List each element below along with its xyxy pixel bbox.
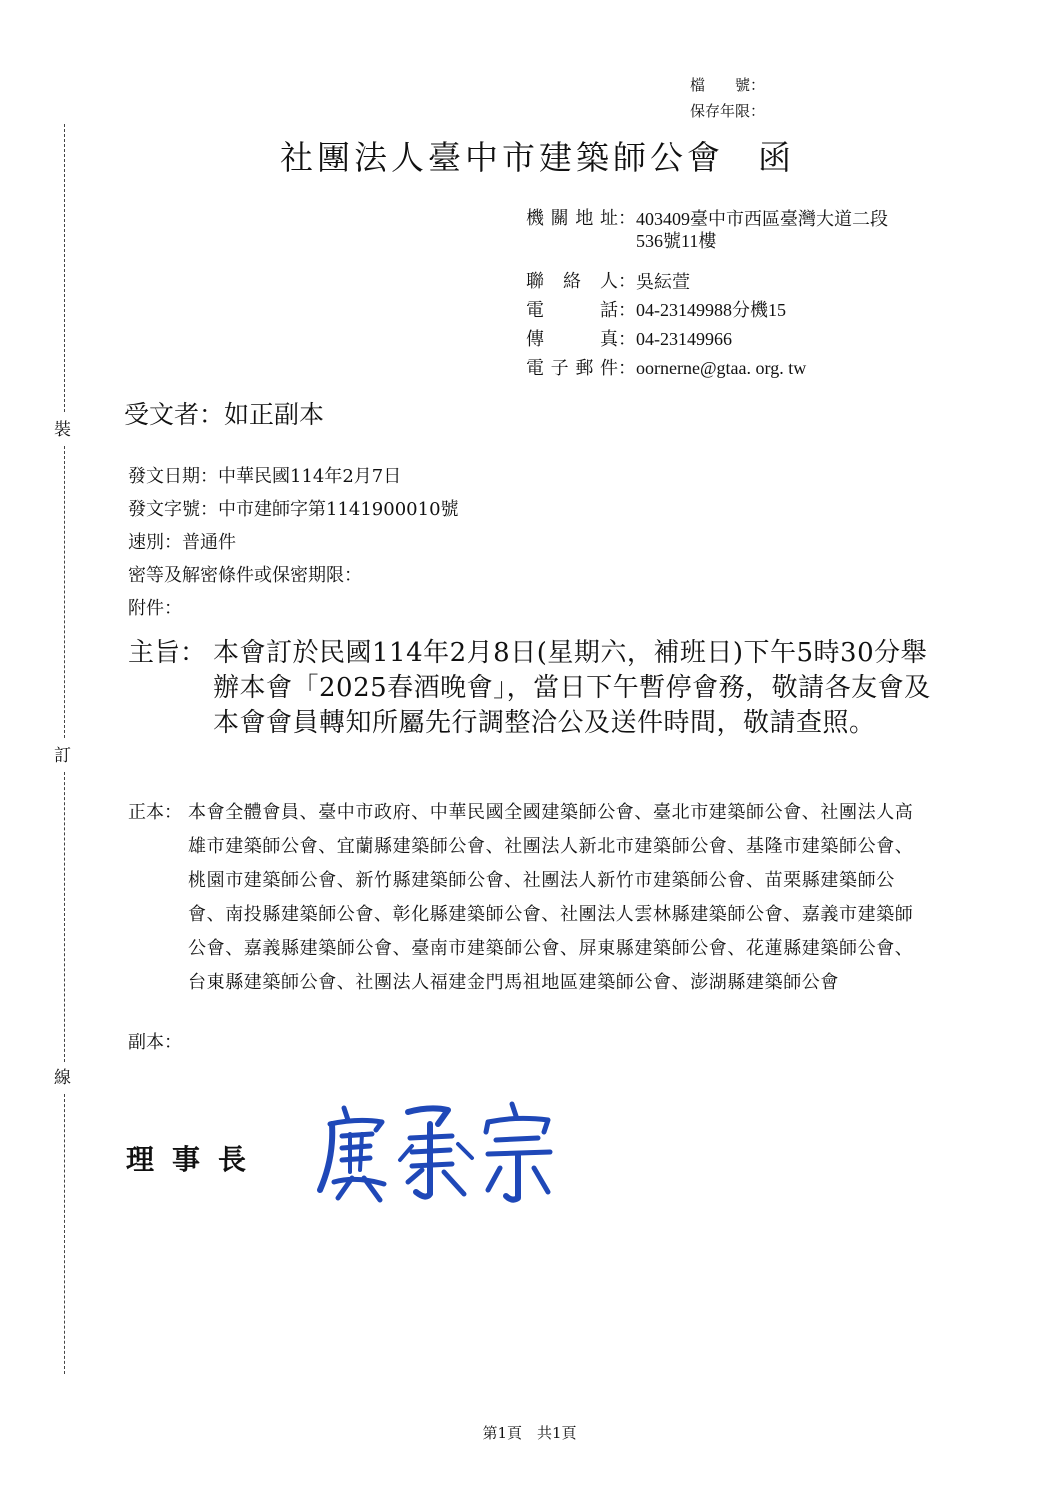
speed-class: 速別：普通件: [128, 532, 236, 553]
contact-row-address: 機關地址 ： 403409臺中市西區臺灣大道二段 536號11樓: [526, 208, 888, 251]
contact-row-fax: 傳真 ： 04-23149966: [526, 325, 888, 354]
contact-row-phone: 電話 ： 04-23149988分機15: [526, 296, 888, 325]
subject-text: 本會訂於民國114年2月8日(星期六，補班日)下午5時30分舉辦本會「2025春酒晚會」，當日下午暫停會務，敬請各友會及本會會員轉知所屬先行調整洽公及送件時間，敬請查照。: [213, 638, 931, 738]
contact-label: 傳真: [526, 329, 618, 350]
contact-value: 04-23149988分機15: [636, 300, 786, 320]
secrecy-level: 密等及解密條件或保密期限：: [128, 565, 362, 586]
contact-row-person: 聯絡人 ： 吳紜萱: [526, 268, 888, 296]
file-number-label: 檔 號：: [690, 76, 766, 94]
distribution: [128, 796, 928, 1000]
address-line-2: 536號11樓: [636, 231, 717, 251]
document-meta: [128, 460, 459, 625]
contact-value: oornerne@gtaa. org. tw: [636, 358, 807, 378]
contact-label: 電子郵件: [526, 358, 618, 379]
retention-label: 保存年限：: [690, 102, 766, 120]
contact-label: 機關地址: [526, 208, 618, 229]
contact-value: [636, 208, 888, 252]
binding-char-zhuang: 裝: [54, 420, 71, 440]
attachment: 附件：: [128, 598, 182, 619]
binding-line: [64, 446, 65, 738]
page-number: 第1頁 共1頁: [482, 1424, 577, 1442]
signature-image: [312, 1098, 562, 1208]
chairman-title: 理事長: [126, 1143, 265, 1176]
contact-label: 聯絡人: [526, 271, 618, 292]
file-labels: [690, 72, 765, 124]
doc-type: 函: [758, 138, 795, 177]
binding-char-ding: 訂: [54, 746, 71, 766]
contact-value: 吳紜萱: [636, 272, 690, 292]
subject: [128, 636, 948, 741]
address-line-1: 403409臺中市西區臺灣大道二段: [636, 209, 888, 229]
copy-recipients: 副本：: [128, 1032, 182, 1053]
contact-label: 電話: [526, 300, 618, 321]
binding-line: [64, 772, 65, 1062]
issue-number: 發文字號：中市建師字第1141900010號: [128, 499, 459, 520]
issue-date: 發文日期：中華民國114年2月7日: [128, 466, 402, 487]
contact-row-email: 電子郵件 ： oornerne@gtaa. org. tw: [526, 354, 888, 383]
subject-head: 主旨：: [128, 638, 207, 668]
binding-char-xian: 線: [54, 1068, 71, 1088]
distribution-head: 正本：: [128, 802, 182, 823]
binding-line: [64, 1094, 65, 1374]
binding-line: [64, 124, 65, 412]
distribution-list: 本會全體會員、臺中市政府、中華民國全國建築師公會、臺北市建築師公會、社團法人高雄市建築師公會、宜蘭縣建築師公會、社團法人新北市建築師公會、基隆市建築師公會、桃園市建築師公會、新竹縣建築師公會、社團法人新竹市建築師公會、苗栗縣建築師公會、南投縣建築師公會、彰化縣建築師公會、社團法人雲林縣建築師公會、嘉義市建築師公會、嘉義縣建築師公會、臺南市建築師公會、屏東縣建築師公會、花蓮縣建築師公會、台東縣建築師公會、社團法人福建金門馬祖地區建築師公會、澎湖縣建築師公會: [188, 802, 914, 993]
org-name: 社團法人臺中市建築師公會: [280, 138, 724, 177]
recipient: 受文者：如正副本: [124, 400, 325, 429]
contact-block: [526, 208, 888, 383]
page-title: [280, 132, 795, 179]
contact-value: 04-23149966: [636, 329, 732, 349]
